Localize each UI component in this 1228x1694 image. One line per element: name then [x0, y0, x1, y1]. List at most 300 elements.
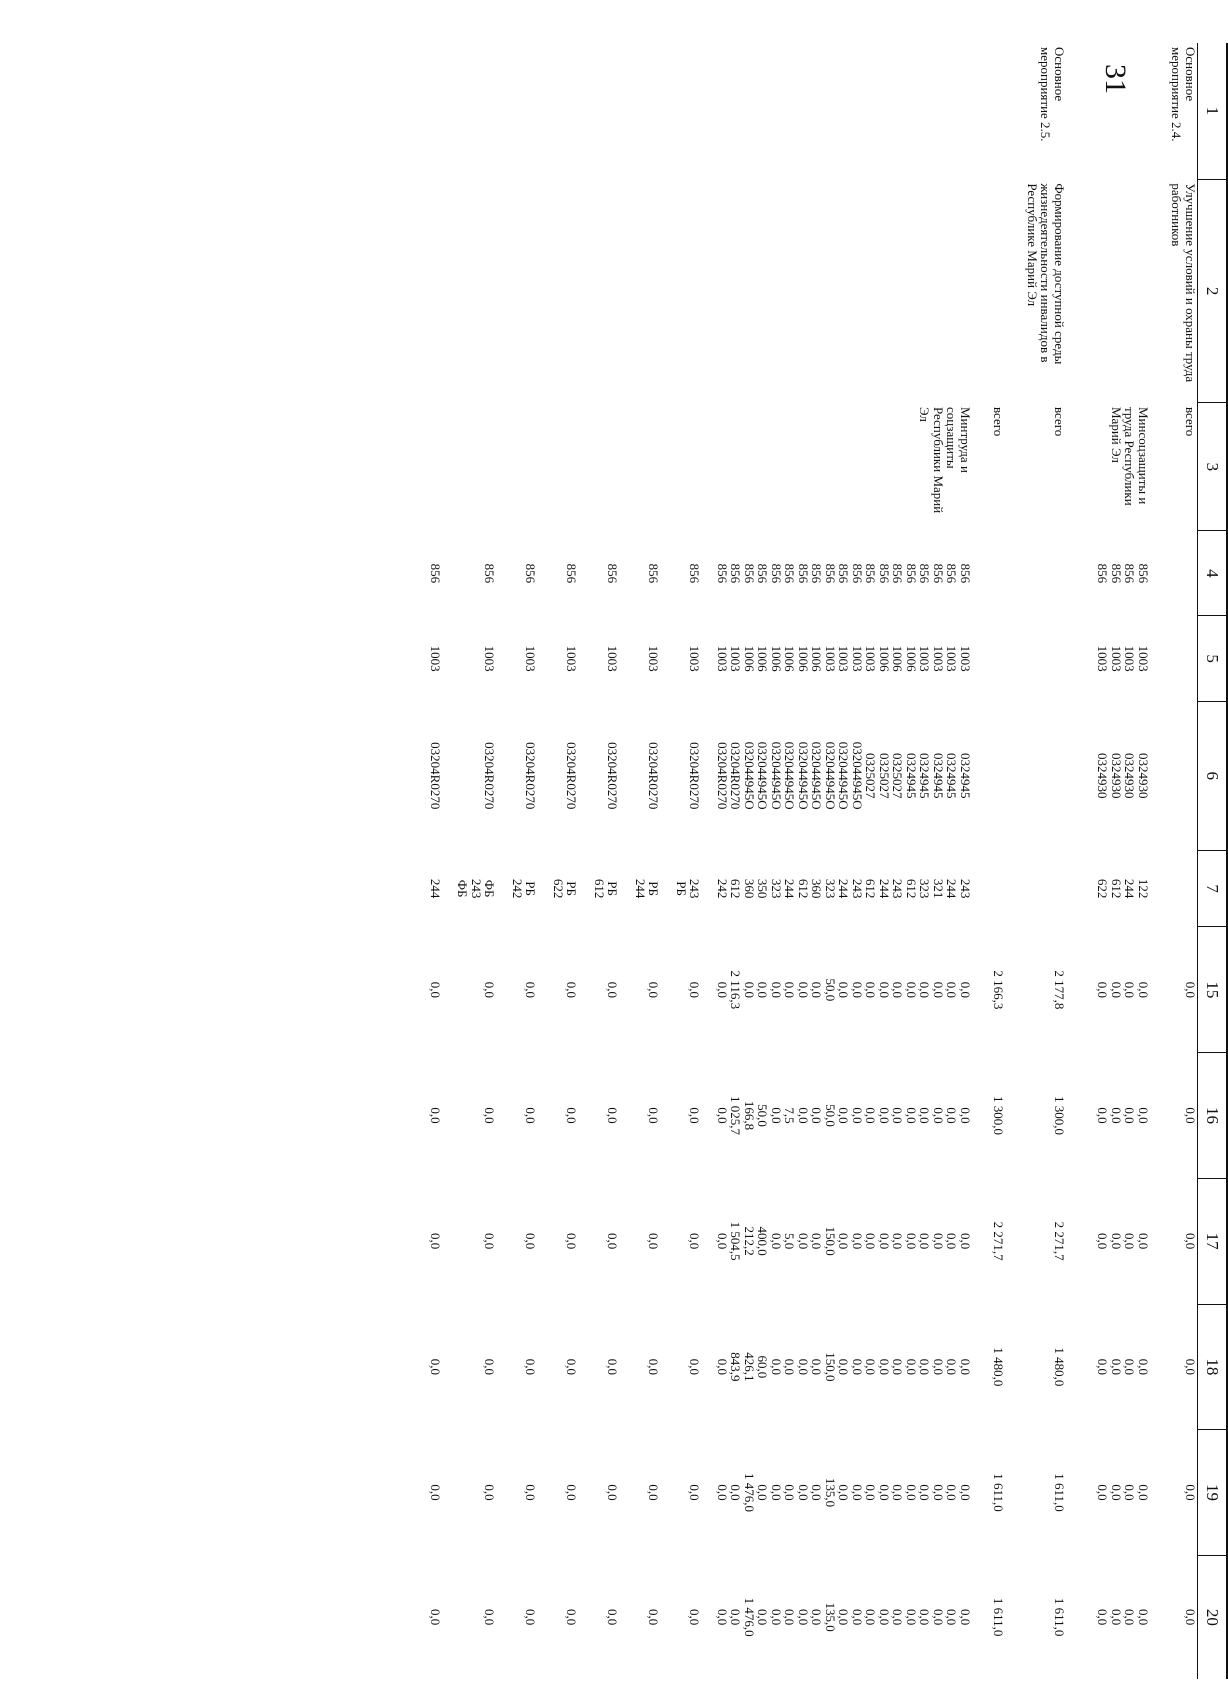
section-code: 1003	[1136, 645, 1151, 672]
value-cell: 7,5	[782, 1107, 798, 1124]
table-row	[770, 43, 784, 1679]
spacer-cell	[1066, 1304, 1096, 1430]
value-cell: 0,0	[1136, 1484, 1151, 1501]
section-code: 1003	[687, 645, 703, 672]
gr-code: 856	[877, 563, 892, 584]
value-cell: 0,0	[1183, 981, 1198, 998]
empty-cell	[716, 179, 730, 403]
spacer-cell	[1150, 1555, 1170, 1679]
table-row	[783, 43, 797, 1679]
spacer-cell	[399, 616, 429, 701]
value-cell: 0,0	[1136, 1107, 1151, 1124]
empty-cell	[593, 179, 634, 403]
section-code: 1003	[1122, 645, 1138, 672]
value-cell: 2 271,7	[1052, 1221, 1067, 1261]
value-cell: 212,2	[742, 1226, 757, 1256]
expense-type	[511, 850, 552, 927]
empty-cell	[1026, 850, 1067, 927]
empty-cell	[770, 43, 784, 179]
spacer-cell	[1006, 927, 1026, 1053]
empty-cell	[878, 43, 892, 179]
spacer-cell	[1150, 531, 1170, 616]
column-header-17: 17	[1198, 1178, 1228, 1304]
value-cell: 1 611,0	[991, 1473, 1007, 1512]
table-row	[891, 43, 905, 1679]
table-row	[593, 43, 634, 1679]
value-cell: 0,0	[482, 1107, 498, 1124]
spacer-cell	[1006, 850, 1026, 927]
gr-code: 856	[1109, 563, 1124, 584]
target-code: 0324945	[931, 752, 946, 799]
measure-name: Улучшение условий и охраны труда работников	[1169, 183, 1198, 383]
table-row	[716, 43, 730, 1679]
empty-cell	[837, 43, 851, 179]
expense-type-line: РБ	[605, 881, 621, 896]
empty-cell	[891, 179, 905, 403]
empty-cell	[511, 403, 552, 531]
value-cell: 0,0	[931, 981, 946, 998]
section-code: 1003	[646, 645, 662, 672]
value-cell: 1 480,0	[1052, 1347, 1067, 1387]
spacer-cell	[399, 701, 429, 850]
spacer-cell	[399, 850, 429, 927]
value-cell: 0,0	[1183, 1358, 1198, 1375]
value-cell: 0,0	[428, 1107, 443, 1124]
value-cell: 60,0	[755, 1355, 771, 1379]
section-code: 1003	[958, 645, 973, 672]
value-cell: 0,0	[782, 981, 798, 998]
value-cell: 0,0	[564, 1358, 580, 1375]
spacer-cell	[1066, 927, 1096, 1053]
value-cell: 0,0	[796, 1358, 811, 1375]
value-cell: 0,0	[1183, 1233, 1198, 1250]
table-row	[959, 43, 973, 1679]
total-row	[1026, 43, 1067, 1679]
rotated-table-container	[158, 43, 1228, 1679]
value-cell: 0,0	[850, 1358, 865, 1375]
value-cell: 0,0	[863, 981, 879, 998]
empty-cell	[891, 43, 905, 179]
table-row	[824, 43, 838, 1679]
value-cell: 0,0	[796, 1484, 811, 1501]
expense-type-line: 242	[510, 878, 525, 899]
expense-type	[634, 850, 675, 927]
table-row	[837, 43, 851, 1679]
value-cell: 0,0	[890, 1233, 906, 1250]
gr-code: 856	[944, 563, 960, 584]
empty-cell	[1170, 701, 1198, 850]
value-cell: 0,0	[836, 1107, 852, 1124]
spacer-cell	[972, 701, 992, 850]
value-cell: 0,0	[1095, 1233, 1111, 1250]
empty-cell	[959, 43, 973, 179]
expense-type	[456, 850, 511, 927]
expense-type-line: 622	[551, 878, 566, 899]
gr-code: 856	[796, 563, 811, 584]
empty-cell	[456, 403, 511, 531]
empty-cell	[429, 179, 457, 403]
value-cell: 0,0	[482, 1484, 498, 1501]
table-row	[429, 43, 457, 1679]
spacer-cell	[399, 1430, 429, 1556]
expense-type-line: РБ	[523, 881, 539, 896]
spacer-cell	[399, 43, 429, 179]
value-cell: 0,0	[769, 1233, 784, 1250]
spacer-cell	[1006, 701, 1026, 850]
expense-type: 323	[823, 878, 838, 899]
value-cell: 0,0	[1109, 1233, 1124, 1250]
empty-cell	[770, 179, 784, 403]
value-cell: 1 025,7	[728, 1095, 744, 1135]
value-cell: 0,0	[877, 1107, 892, 1124]
spacer-cell	[1006, 1053, 1026, 1179]
value-cell: 0,0	[863, 1233, 879, 1250]
value-cell: 0,0	[917, 1233, 933, 1250]
gr-code: 856	[809, 563, 825, 584]
empty-cell	[810, 403, 824, 531]
value-cell: 0,0	[646, 981, 662, 998]
value-cell: 0,0	[523, 1358, 539, 1375]
table-row	[864, 43, 878, 1679]
expense-type-line: 612	[592, 878, 607, 899]
value-cell: 0,0	[769, 1609, 784, 1626]
value-cell: 0,0	[958, 981, 973, 998]
empty-cell	[456, 179, 511, 403]
value-cell: 0,0	[1095, 1484, 1111, 1501]
gr-code: 856	[1136, 563, 1151, 584]
spacer-cell	[972, 927, 992, 1053]
spacer-cell	[1150, 43, 1170, 179]
spacer-cell	[1006, 1304, 1026, 1430]
target-code: 03204R0270	[564, 742, 580, 810]
table-row	[511, 43, 552, 1679]
column-header-3: 3	[1198, 403, 1228, 531]
empty-cell	[770, 403, 784, 531]
spacer-cell	[1150, 616, 1170, 701]
empty-cell	[851, 403, 865, 531]
gr-code: 856	[482, 563, 498, 584]
table-row	[729, 43, 743, 1679]
value-cell: 50,0	[823, 1104, 838, 1127]
spacer-cell	[1150, 1304, 1170, 1430]
value-cell: 0,0	[809, 1484, 825, 1501]
value-cell: 0,0	[1095, 1358, 1111, 1375]
value-cell: 0,0	[1136, 1233, 1151, 1250]
empty-cell	[1123, 43, 1137, 179]
value-cell: 0,0	[1183, 1107, 1198, 1124]
total-row	[992, 43, 1006, 1679]
value-cell: 166,8	[742, 1100, 757, 1131]
empty-cell	[675, 179, 716, 403]
target-code: 032044945О	[742, 741, 757, 810]
empty-cell	[1170, 531, 1198, 616]
target-code: 032044945О	[823, 741, 838, 810]
empty-cell	[837, 403, 851, 531]
value-cell: 0,0	[944, 1107, 960, 1124]
value-cell: 0,0	[605, 1484, 621, 1501]
spacer-cell	[1150, 701, 1170, 850]
empty-cell	[783, 43, 797, 179]
value-cell: 0,0	[523, 1484, 539, 1501]
target-code: 03204R0270	[482, 742, 498, 810]
column-header-18: 18	[1198, 1304, 1228, 1430]
value-cell: 0,0	[863, 1484, 879, 1501]
value-cell: 0,0	[796, 1107, 811, 1124]
gr-code: 856	[1122, 563, 1138, 584]
value-cell: 0,0	[687, 1107, 703, 1124]
value-cell: 0,0	[931, 1107, 946, 1124]
total-label: всего	[1052, 406, 1067, 437]
empty-cell	[864, 179, 878, 403]
empty-cell	[743, 179, 757, 403]
table-row	[1096, 43, 1110, 1679]
empty-cell	[824, 43, 838, 179]
target-code: 032044945О	[850, 741, 865, 810]
value-cell: 1 476,0	[742, 1597, 757, 1637]
gr-code: 856	[428, 563, 443, 584]
empty-cell	[878, 179, 892, 403]
empty-cell	[1137, 179, 1151, 403]
empty-cell	[945, 179, 959, 403]
empty-cell	[783, 403, 797, 531]
value-cell: 2 177,8	[1052, 970, 1067, 1010]
value-cell: 0,0	[904, 981, 919, 998]
spacer-cell	[972, 43, 992, 179]
empty-cell	[905, 403, 919, 531]
value-cell: 0,0	[931, 1609, 946, 1626]
spacer-cell	[1066, 531, 1096, 616]
gr-code: 856	[715, 563, 730, 584]
section-code: 1003	[863, 645, 879, 672]
column-header-16: 16	[1198, 1053, 1228, 1179]
value-cell: 0,0	[796, 1609, 811, 1626]
empty-cell	[1123, 179, 1137, 403]
column-header-2: 2	[1198, 179, 1228, 403]
empty-cell	[429, 403, 457, 531]
empty-cell	[593, 403, 634, 531]
value-cell: 0,0	[646, 1107, 662, 1124]
spacer-cell	[1006, 616, 1026, 701]
expense-type-line: 243	[469, 878, 484, 899]
target-code: 03204R0270	[605, 742, 621, 810]
gr-code: 856	[931, 563, 946, 584]
spacer-cell	[1150, 403, 1170, 531]
value-cell: 0,0	[904, 1233, 919, 1250]
section-code: 1006	[742, 645, 757, 672]
target-code: 0325027	[877, 752, 892, 799]
spacer-row	[1150, 43, 1170, 1679]
value-cell: 0,0	[863, 1609, 879, 1626]
expense-type: 612	[796, 878, 811, 899]
empty-cell	[891, 403, 905, 531]
value-cell: 0,0	[715, 981, 730, 998]
value-cell: 0,0	[782, 1609, 798, 1626]
expense-type-line: 243	[687, 878, 703, 899]
expense-type: 612	[863, 878, 879, 899]
empty-cell	[756, 43, 770, 179]
empty-cell	[918, 43, 932, 179]
total-label: всего	[991, 406, 1007, 437]
empty-cell	[552, 179, 593, 403]
section-code: 1006	[796, 645, 811, 672]
empty-cell	[593, 43, 634, 179]
value-cell: 0,0	[482, 981, 498, 998]
value-cell: 400,0	[755, 1226, 771, 1256]
value-cell: 0,0	[904, 1358, 919, 1375]
value-cell: 0,0	[482, 1609, 498, 1626]
target-code: 03204R0270	[728, 742, 744, 810]
value-cell: 1 611,0	[1052, 1473, 1067, 1512]
spacer-cell	[1006, 1555, 1026, 1679]
value-cell: 0,0	[728, 1484, 744, 1501]
spacer-cell	[1006, 179, 1026, 403]
target-code: 032044945О	[809, 741, 825, 810]
spacer-cell	[972, 1430, 992, 1556]
value-cell: 0,0	[904, 1609, 919, 1626]
value-cell: 0,0	[944, 1358, 960, 1375]
table-row	[1110, 43, 1124, 1679]
empty-cell	[824, 403, 838, 531]
empty-cell	[1137, 43, 1151, 179]
expense-type: 243	[890, 878, 906, 899]
expense-type-line: РБ	[646, 881, 662, 896]
value-cell: 1 480,0	[991, 1347, 1007, 1387]
spacer-cell	[399, 531, 429, 616]
expense-type: 244	[782, 878, 798, 899]
empty-cell	[756, 179, 770, 403]
spacer-cell	[1150, 179, 1170, 403]
section-code: 1003	[715, 645, 730, 672]
spacer-cell	[399, 1178, 429, 1304]
value-cell: 0,0	[890, 1484, 906, 1501]
value-cell: 0,0	[715, 1233, 730, 1250]
empty-cell	[675, 403, 716, 531]
spacer-cell	[972, 1555, 992, 1679]
column-header-7: 7	[1198, 850, 1228, 927]
value-cell: 0,0	[715, 1609, 730, 1626]
empty-cell	[729, 403, 743, 531]
value-cell: 0,0	[1122, 1107, 1138, 1124]
value-cell: 0,0	[1122, 1233, 1138, 1250]
expense-type: 242	[715, 878, 730, 899]
value-cell: 0,0	[890, 1358, 906, 1375]
value-cell: 0,0	[917, 1609, 933, 1626]
gr-code: 856	[782, 563, 798, 584]
spacer-cell	[972, 1304, 992, 1430]
expense-type: 243	[958, 878, 973, 899]
section-code: 1003	[836, 645, 852, 672]
gr-code: 856	[850, 563, 865, 584]
target-code: 0324930	[1122, 752, 1138, 799]
value-cell: 1 300,0	[991, 1095, 1007, 1135]
expense-type-line: 244	[633, 878, 648, 899]
spacer-cell	[972, 179, 992, 403]
value-cell: 0,0	[836, 1233, 852, 1250]
expense-type-line: РБ	[564, 881, 580, 896]
value-cell: 0,0	[428, 981, 443, 998]
value-cell: 0,0	[728, 1609, 744, 1626]
column-header-15: 15	[1198, 927, 1228, 1053]
empty-cell	[1170, 616, 1198, 701]
value-cell: 0,0	[742, 981, 757, 998]
budget-table	[399, 43, 1228, 1679]
gr-code: 856	[755, 563, 771, 584]
empty-cell	[1026, 701, 1067, 850]
spacer-cell	[972, 1053, 992, 1179]
spacer-cell	[1006, 1430, 1026, 1556]
value-cell: 0,0	[1095, 1609, 1111, 1626]
value-cell: 0,0	[917, 1358, 933, 1375]
table-row	[905, 43, 919, 1679]
value-cell: 0,0	[605, 1609, 621, 1626]
spacer-cell	[1066, 403, 1096, 531]
spacer-cell	[1066, 43, 1096, 179]
empty-cell	[716, 403, 730, 531]
value-cell: 0,0	[836, 1484, 852, 1501]
spacer-cell	[1066, 1555, 1096, 1679]
value-cell: 0,0	[958, 1484, 973, 1501]
spacer-row	[1006, 43, 1026, 1679]
spacer-cell	[1066, 179, 1096, 403]
target-code: 0324945	[904, 752, 919, 799]
value-cell: 0,0	[523, 1107, 539, 1124]
value-cell: 0,0	[564, 1484, 580, 1501]
spacer-cell	[972, 531, 992, 616]
value-cell: 0,0	[769, 1107, 784, 1124]
gr-code: 856	[863, 563, 879, 584]
spacer-cell	[972, 616, 992, 701]
value-cell: 0,0	[917, 1107, 933, 1124]
section-code: 1006	[890, 645, 906, 672]
expense-type: 321	[931, 878, 946, 899]
value-cell: 0,0	[1109, 1484, 1124, 1501]
empty-cell	[932, 43, 946, 179]
section-code: 1003	[605, 645, 621, 672]
empty-cell	[945, 43, 959, 179]
table-row	[634, 43, 675, 1679]
value-cell: 0,0	[850, 1107, 865, 1124]
gr-code: 856	[958, 563, 973, 584]
empty-cell	[1110, 43, 1124, 179]
section-code: 1006	[769, 645, 784, 672]
target-code: 03204R0270	[523, 742, 539, 810]
section-code: 1003	[917, 645, 933, 672]
value-cell: 0,0	[1109, 1609, 1124, 1626]
spacer-cell	[1066, 1178, 1096, 1304]
expense-type-line: 244	[428, 878, 443, 899]
empty-cell	[1096, 43, 1110, 179]
value-cell: 0,0	[1136, 1358, 1151, 1375]
table-row	[1137, 43, 1151, 1679]
value-cell: 0,0	[890, 1609, 906, 1626]
spacer-cell	[1006, 531, 1026, 616]
value-cell: 1 300,0	[1052, 1095, 1067, 1135]
value-cell: 0,0	[1109, 981, 1124, 998]
section-code: 1006	[877, 645, 892, 672]
value-cell: 0,0	[1109, 1358, 1124, 1375]
expense-type: 360	[809, 878, 825, 899]
column-number-header	[1198, 43, 1228, 1679]
target-code: 032044945О	[836, 741, 852, 810]
gr-code: 856	[564, 563, 580, 584]
value-cell: 0,0	[1136, 981, 1151, 998]
value-cell: 0,0	[958, 1107, 973, 1124]
expense-type-line: ФБ	[482, 879, 498, 898]
column-header-1: 1	[1198, 43, 1228, 179]
table-row	[810, 43, 824, 1679]
value-cell: 0,0	[687, 981, 703, 998]
value-cell: 0,0	[687, 1233, 703, 1250]
